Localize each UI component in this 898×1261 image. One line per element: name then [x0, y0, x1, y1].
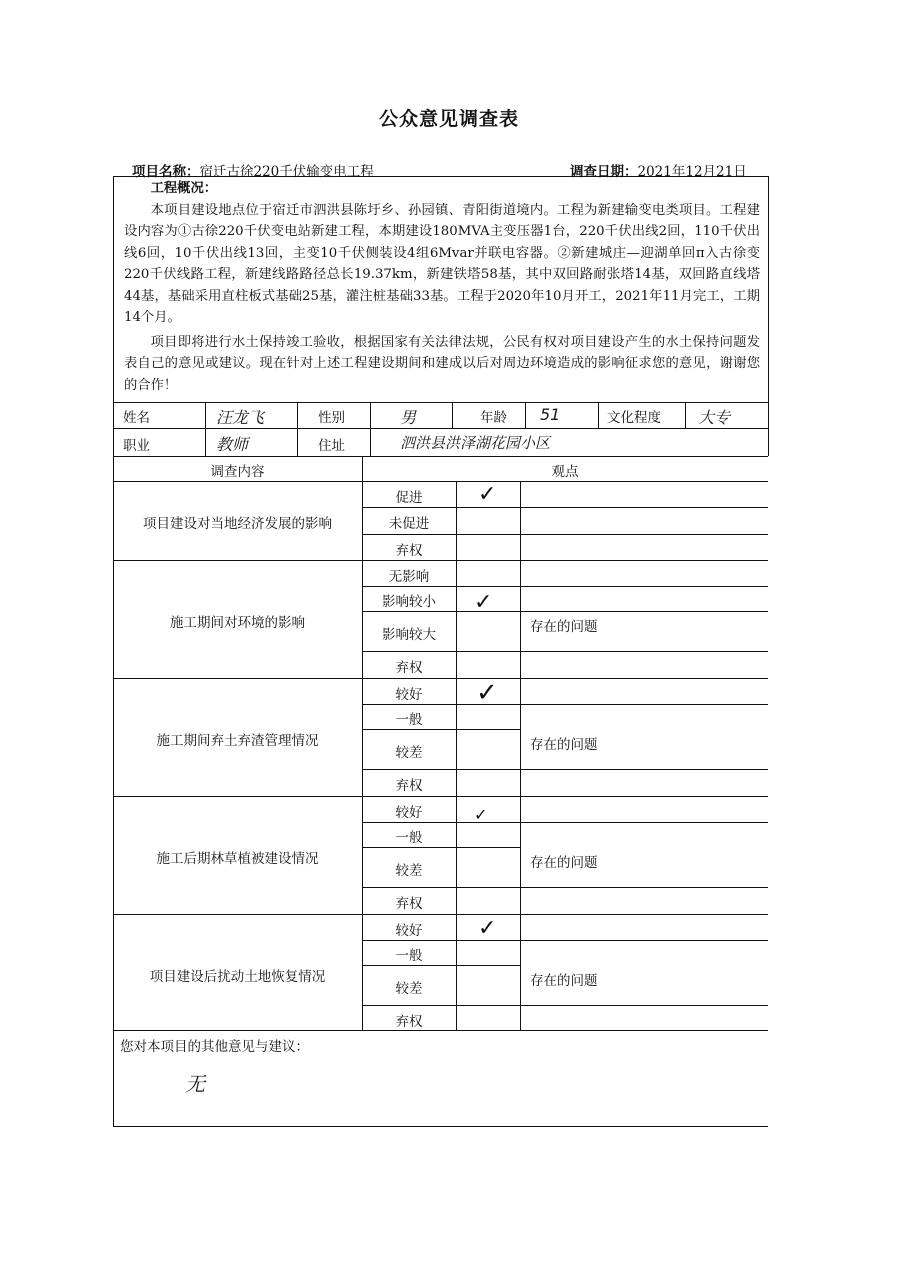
option-label: 一般 [395, 712, 423, 728]
option-label: 一般 [395, 830, 423, 846]
education-label: 文化程度 [607, 410, 661, 426]
option-label: 影响较大 [382, 627, 436, 643]
check-mark-icon: ✓ [474, 590, 493, 615]
option-label: 弃权 [395, 543, 423, 559]
check-mark-icon: ✓ [478, 916, 497, 941]
option-label: 无影响 [388, 569, 430, 585]
overview-heading: 工程概况： [150, 181, 218, 196]
option-label: 弃权 [395, 660, 423, 676]
question-spoil-management: 施工期间弃土弃渣管理情况 [156, 733, 319, 749]
age-label: 年龄 [480, 410, 507, 426]
page-title: 公众意见调查表 [378, 108, 519, 130]
project-label: 项目名称： [132, 164, 200, 180]
issue-label: 存在的问题 [530, 855, 598, 871]
option-label: 较差 [395, 981, 423, 997]
name-label: 姓名 [123, 410, 150, 426]
date-line [570, 160, 747, 180]
question-land-restoration: 项目建设后扰动土地恢复情况 [149, 969, 326, 985]
project-name: 宿迁古徐220千伏输变电工程 [199, 164, 374, 180]
issue-label: 存在的问题 [530, 737, 598, 753]
other-opinions-value: 无 [185, 1072, 205, 1096]
option-label: 促进 [395, 490, 423, 506]
address-label: 住址 [318, 438, 345, 454]
header-content: 调查内容 [210, 464, 265, 480]
occupation-value: 教师 [216, 435, 249, 454]
option-label: 未促进 [388, 516, 430, 532]
education-value: 大专 [698, 408, 731, 427]
date-value: 2021年12月21日 [637, 164, 747, 180]
age-value: 51 [540, 405, 561, 424]
option-label: 弃权 [395, 1014, 423, 1030]
overview-paragraph-2: 项目即将进行水土保持竣工验收，根据国家有关法律法规，公民有权对项目建设产生的水土保持问题发表自己的意见或建议。现在针对上述工程建设期间和建成以后对周边环境造成的影响征求您的意见，谢谢您的合作！ [124, 334, 760, 393]
gender-value: 男 [400, 408, 417, 427]
issue-label: 存在的问题 [530, 973, 598, 989]
option-label: 较差 [395, 745, 423, 761]
check-mark-icon: ✓ [476, 678, 498, 708]
option-label: 弃权 [395, 778, 423, 794]
project-overview [124, 178, 760, 396]
name-value: 汪龙飞 [216, 408, 265, 427]
option-label: 弃权 [395, 896, 423, 912]
address-value: 泗洪县洪泽湖花园小区 [400, 434, 551, 452]
option-label: 较差 [395, 863, 423, 879]
question-environment-impact: 施工期间对环境的影响 [170, 615, 305, 631]
date-label: 调查日期： [570, 164, 638, 180]
option-label: 影响较小 [382, 594, 436, 610]
overview-paragraph-1: 本项目建设地点位于宿迁市泗洪县陈圩乡、孙园镇、青阳街道境内。工程为新建输变电类项目。工程建设内容为①古徐220千伏变电站新建工程，本期建设180MVA主变压器1台，220千伏出线2回，110千伏出线6回，10千伏出线13回，主变10千伏侧装设4组6Mvar并联电容器。②新建城庄—迎湖单回π入古徐变220千伏线路工程，新建线路路径总长19.37km，新建铁塔58基，其中双回路耐张塔14基，双回路直线塔44基，基础采用直柱板式基础25基，灌注桩基础33基。工程于2020年10月开工，2021年11月完工，工期14个月。 [124, 202, 760, 325]
issue-label: 存在的问题 [530, 619, 598, 635]
option-label: 一般 [395, 948, 423, 964]
header-opinion: 观点 [551, 464, 579, 480]
option-label: 较好 [395, 923, 423, 939]
project-line [132, 160, 374, 180]
question-economic-impact: 项目建设对当地经济发展的影响 [143, 516, 332, 532]
option-label: 较好 [395, 687, 423, 703]
check-mark-icon: ✓ [474, 805, 488, 824]
gender-label: 性别 [318, 410, 345, 426]
occupation-label: 职业 [123, 438, 150, 454]
option-label: 较好 [395, 805, 423, 821]
other-opinions-label: 您对本项目的其他意见与建议： [120, 1039, 309, 1055]
check-mark-icon: ✓ [478, 482, 497, 507]
question-vegetation: 施工后期林草植被建设情况 [156, 851, 319, 867]
